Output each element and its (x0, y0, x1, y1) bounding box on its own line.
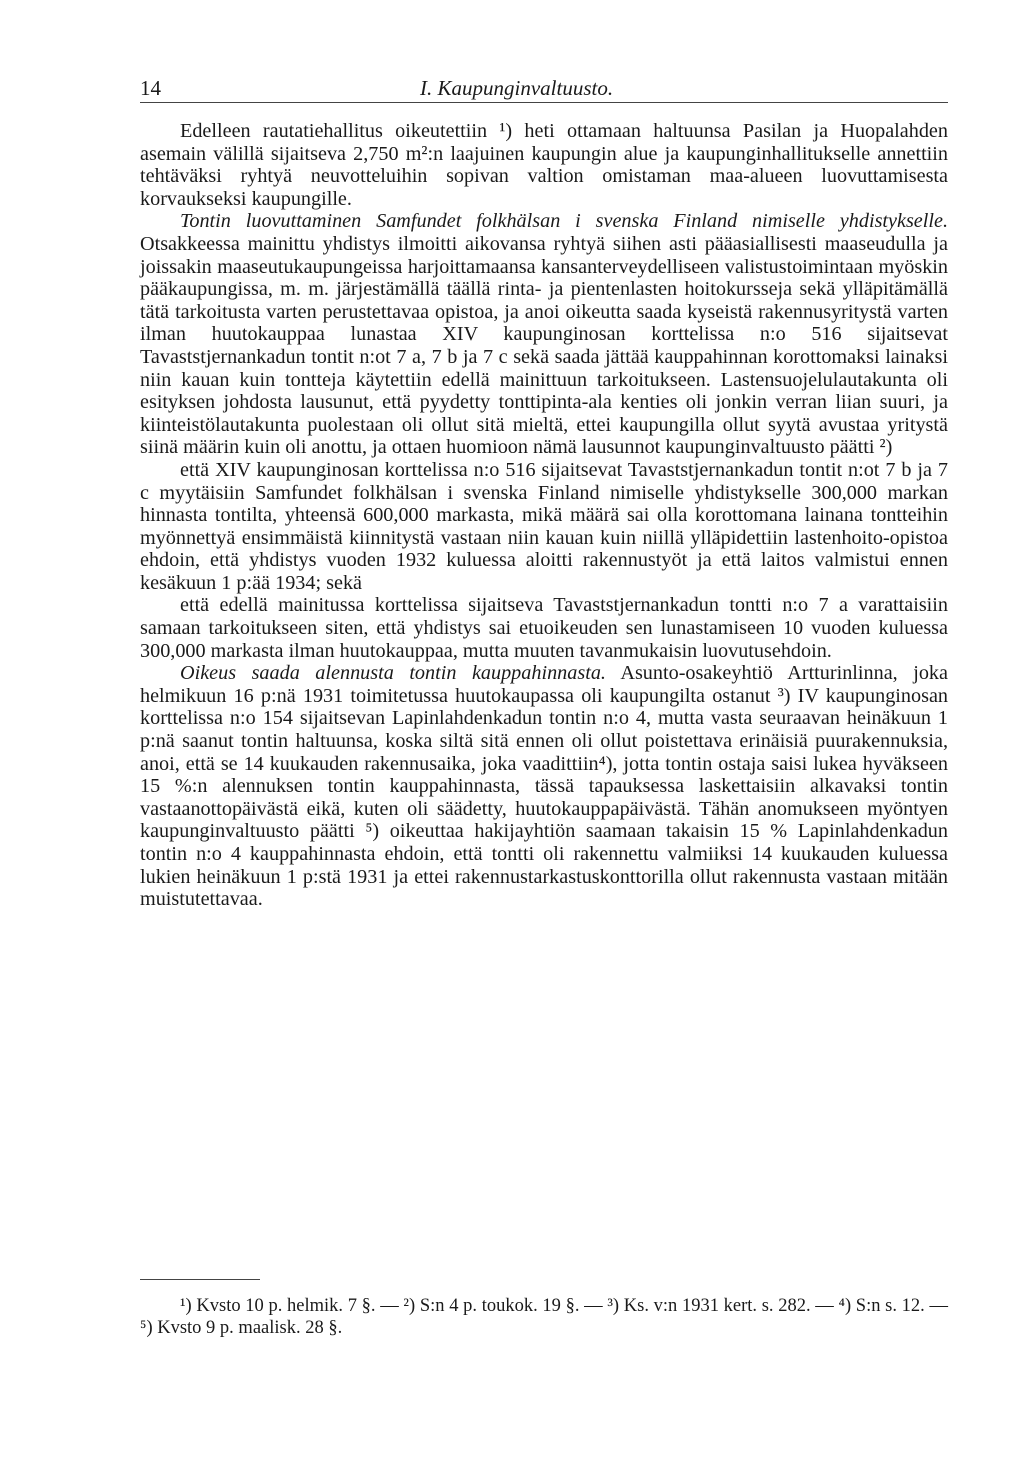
footnotes (140, 1296, 948, 1339)
body-text (140, 120, 948, 911)
page-number: 14 (140, 76, 161, 100)
header-rule (140, 102, 948, 103)
paragraph-4: että edellä mainitussa korttelissa sijaitseva Tavaststjernankadun tontti n:o 7 a varattaisiin samaan tarkoitukseen siten, että yhdistys sai etuoikeuden sen lunastamiseen 10 vuoden kuluessa 300,000 markasta ilman huutokauppaa, mutta muuten tavanmukaisin luovutusehdoin. (140, 594, 948, 662)
footnote-rule (140, 1279, 260, 1280)
paragraph-2-heading: Tontin luovuttaminen Samfundet folkhälsan i svenska Finland nimiselle yhdistykselle. (180, 210, 948, 233)
page-header (140, 72, 948, 104)
paragraph-2 (140, 210, 948, 459)
paragraph-1: Edelleen rautatiehallitus oikeutettiin ¹) heti ottamaan haltuunsa Pasilan ja Huopalahden asemain välillä sijaitseva 2,750 m²:n laajuinen kaupungin alue ja kaupunginhallitukselle annettiin tehtäväksi ryhtyä neuvotteluihin sopivan valtion omistaman maa-alueen luovuttamisesta korvaukseksi kaupungille. (140, 120, 948, 210)
paragraph-5-text: Asunto-osakeyhtiö Artturinlinna, joka helmikuun 16 p:nä 1931 toimitetussa huutokaupassa oli kaupungilta ostanut ³) IV kaupunginosan korttelissa n:o 154 sijaitsevan Lapinlahdenkadun tontin n:o 4, mutta vasta seuraavan heinäkuun 1 p:nä saanut tontin haltuunsa, koska siltä sitä ennen oli ollut poistettava erinäisiä puurakennuksia, anoi, että se 14 kuukauden rakennusaika, joka vaadittiin⁴), jotta tontin ostaja saisi lukea hyväkseen 15 %:n alennuksen tontin kauppahinnasta, tässä tapauksessa laskettaisiin alkavaksi tontin vastaanottopäivästä eikä, kuten oli säädetty, huutokauppapäivästä. Tähän anomukseen myöntyen kaupunginvaltuusto päätti ⁵) oikeuttaa hakijayhtiön saamaan takaisin 15 % Lapinlahdenkadun tontin n:o 4 kauppahinnasta ehdoin, että tontti oli rakennettu valmiiksi 14 kuukauden kuluessa lukien heinäkuun 1 p:stä 1931 ja ettei rakennustarkastuskonttorilla ollut rakennusta vastaan mitään muistutettavaa. (140, 662, 948, 911)
footnote-text: ¹) Kvsto 10 p. helmik. 7 §. — ²) S:n 4 p. toukok. 19 §. — ³) Ks. v:n 1931 kert. s. 282. — ⁴) S:n s. 12. — ⁵) Kvsto 9 p. maalisk. 28 §. (140, 1296, 948, 1338)
paragraph-2-text: Otsakkeessa mainittu yhdistys ilmoitti aikovansa ryhtyä siihen asti pääasiallisesti maaseudulla ja joissakin maaseutukaupungeissa harjoittamaansa kansanterveydelliseen valistustoimintaan myöskin pääkaupungissa, m. m. järjestämällä täällä rinta- ja pientenlasten hoitokursseja sekä ylläpitämällä tätä tarkoitusta varten perustettavaa opistoa, ja anoi oikeutta saada kyseistä rakennusyritystä varten ilman huutokauppaa lunastaa XIV kaupunginosan korttelissa n:o 516 sijaitsevat Tavaststjernankadun tontit n:ot 7 a, 7 b ja 7 c sekä saada jättää kauppahinnan korottomaksi lainaksi niin kauan kuin tontteja käytettiin edellä mainittuun tarkoitukseen. Lastensuojelulautakunta oli esityksen johdosta lausunut, että pyydetty tonttipinta-ala kenties oli jonkin verran liian suuri, ja kiinteistölautakunta puolestaan oli ollut sitä mieltä, ettei kaupungilla ollut syytä avustaa yritystä siinä määrin kuin oli anottu, ja ottaen huomioon nämä lausunnot kaupunginvaltuusto päätti ²) (140, 232, 948, 459)
paragraph-5-heading: Oikeus saada alennusta tontin kauppahinnasta. (180, 662, 606, 685)
paragraph-5 (140, 662, 948, 911)
paragraph-3: että XIV kaupunginosan korttelissa n:o 516 sijaitsevat Tavaststjernankadun tontit n:ot 7 b ja 7 c myytäisiin Samfundet folkhälsan i svenska Finland nimiselle yhdistykselle 300,000 markan hinnasta tontilta, yhteensä 600,000 markasta, mikä määrä sai olla korottomana lainana tontteihin myönnettyä ensimmäistä kiinnitystä vastaan niin kauan kuin niillä ylläpidettiin lastenhoito-opistoa ehdoin, että yhdistys vuoden 1932 kuluessa aloitti rakennustyöt ja että laitos valmistui ennen kesäkuun 1 p:ää 1934; sekä (140, 458, 948, 594)
running-title: I. Kaupunginvaltuusto. (420, 76, 614, 100)
